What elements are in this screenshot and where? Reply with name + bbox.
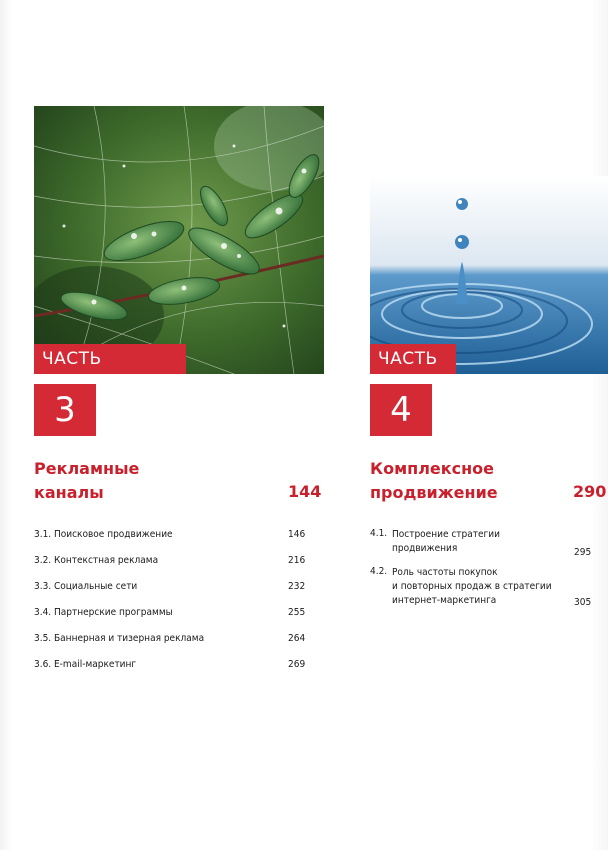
part-3-title-line1: Рекламные [34, 459, 140, 478]
toc-number: 3.6. [34, 659, 52, 670]
part-3-contents [34, 529, 314, 685]
toc-page: 295 [574, 547, 592, 558]
toc-page: 264 [288, 633, 306, 644]
toc-title: Баннерная и тизерная реклама [54, 633, 205, 644]
part-4-title-line2: продвижение [370, 483, 498, 502]
toc-title-line: и повторных продаж в стратегии [392, 581, 552, 592]
part-3-number: 3 [34, 384, 96, 436]
toc-title-line: Построение стратегии [392, 529, 500, 540]
toc-entry-4-2[interactable] [370, 566, 598, 608]
toc-page: 232 [288, 581, 306, 592]
toc-entry-3-4[interactable] [34, 607, 314, 633]
part-4-number: 4 [370, 384, 432, 436]
toc-entry-3-6[interactable] [34, 659, 314, 685]
toc-number: 4.2. [370, 566, 388, 577]
toc-title: Контекстная реклама [54, 555, 159, 566]
toc-title-line: продвижения [392, 543, 458, 554]
toc-title: Поисковое продвижение [54, 529, 173, 540]
part-4-label: ЧАСТЬ [370, 344, 456, 374]
toc-entry-4-1[interactable] [370, 528, 598, 558]
spiderweb-photo [34, 106, 324, 374]
toc-entry-3-3[interactable] [34, 581, 314, 607]
toc-page: 146 [288, 529, 306, 540]
part-3-title [34, 457, 139, 505]
toc-title-line: интернет-маркетинга [392, 595, 497, 606]
part-3-page: 144 [288, 482, 322, 501]
toc-entry-3-2[interactable] [34, 555, 314, 581]
toc-number: 3.3. [34, 581, 52, 592]
part-4-contents [370, 528, 598, 616]
toc-number: 3.5. [34, 633, 52, 644]
toc-title: Социальные сети [54, 581, 138, 592]
toc-number: 4.1. [370, 528, 388, 539]
toc-number: 3.4. [34, 607, 52, 618]
toc-page: 269 [288, 659, 306, 670]
toc-entry-3-1[interactable] [34, 529, 314, 555]
toc-entry-3-5[interactable] [34, 633, 314, 659]
toc-title-line: Роль частоты покупок [392, 567, 498, 578]
part-4-page: 290 [573, 482, 607, 501]
part-3-label: ЧАСТЬ [34, 344, 186, 374]
toc-title [370, 528, 598, 556]
toc-page: 305 [574, 597, 592, 608]
part-4-title [370, 457, 498, 505]
part-4-title-line1: Комплексное [370, 459, 495, 478]
toc-number: 3.1. [34, 529, 52, 540]
toc-page: 255 [288, 607, 306, 618]
part-3-title-line2: каналы [34, 483, 104, 502]
toc-number: 3.2. [34, 555, 52, 566]
toc-page: 216 [288, 555, 306, 566]
toc-title [370, 566, 598, 608]
toc-title: E-mail-маркетинг [54, 659, 137, 670]
toc-title: Партнерские программы [54, 607, 173, 618]
